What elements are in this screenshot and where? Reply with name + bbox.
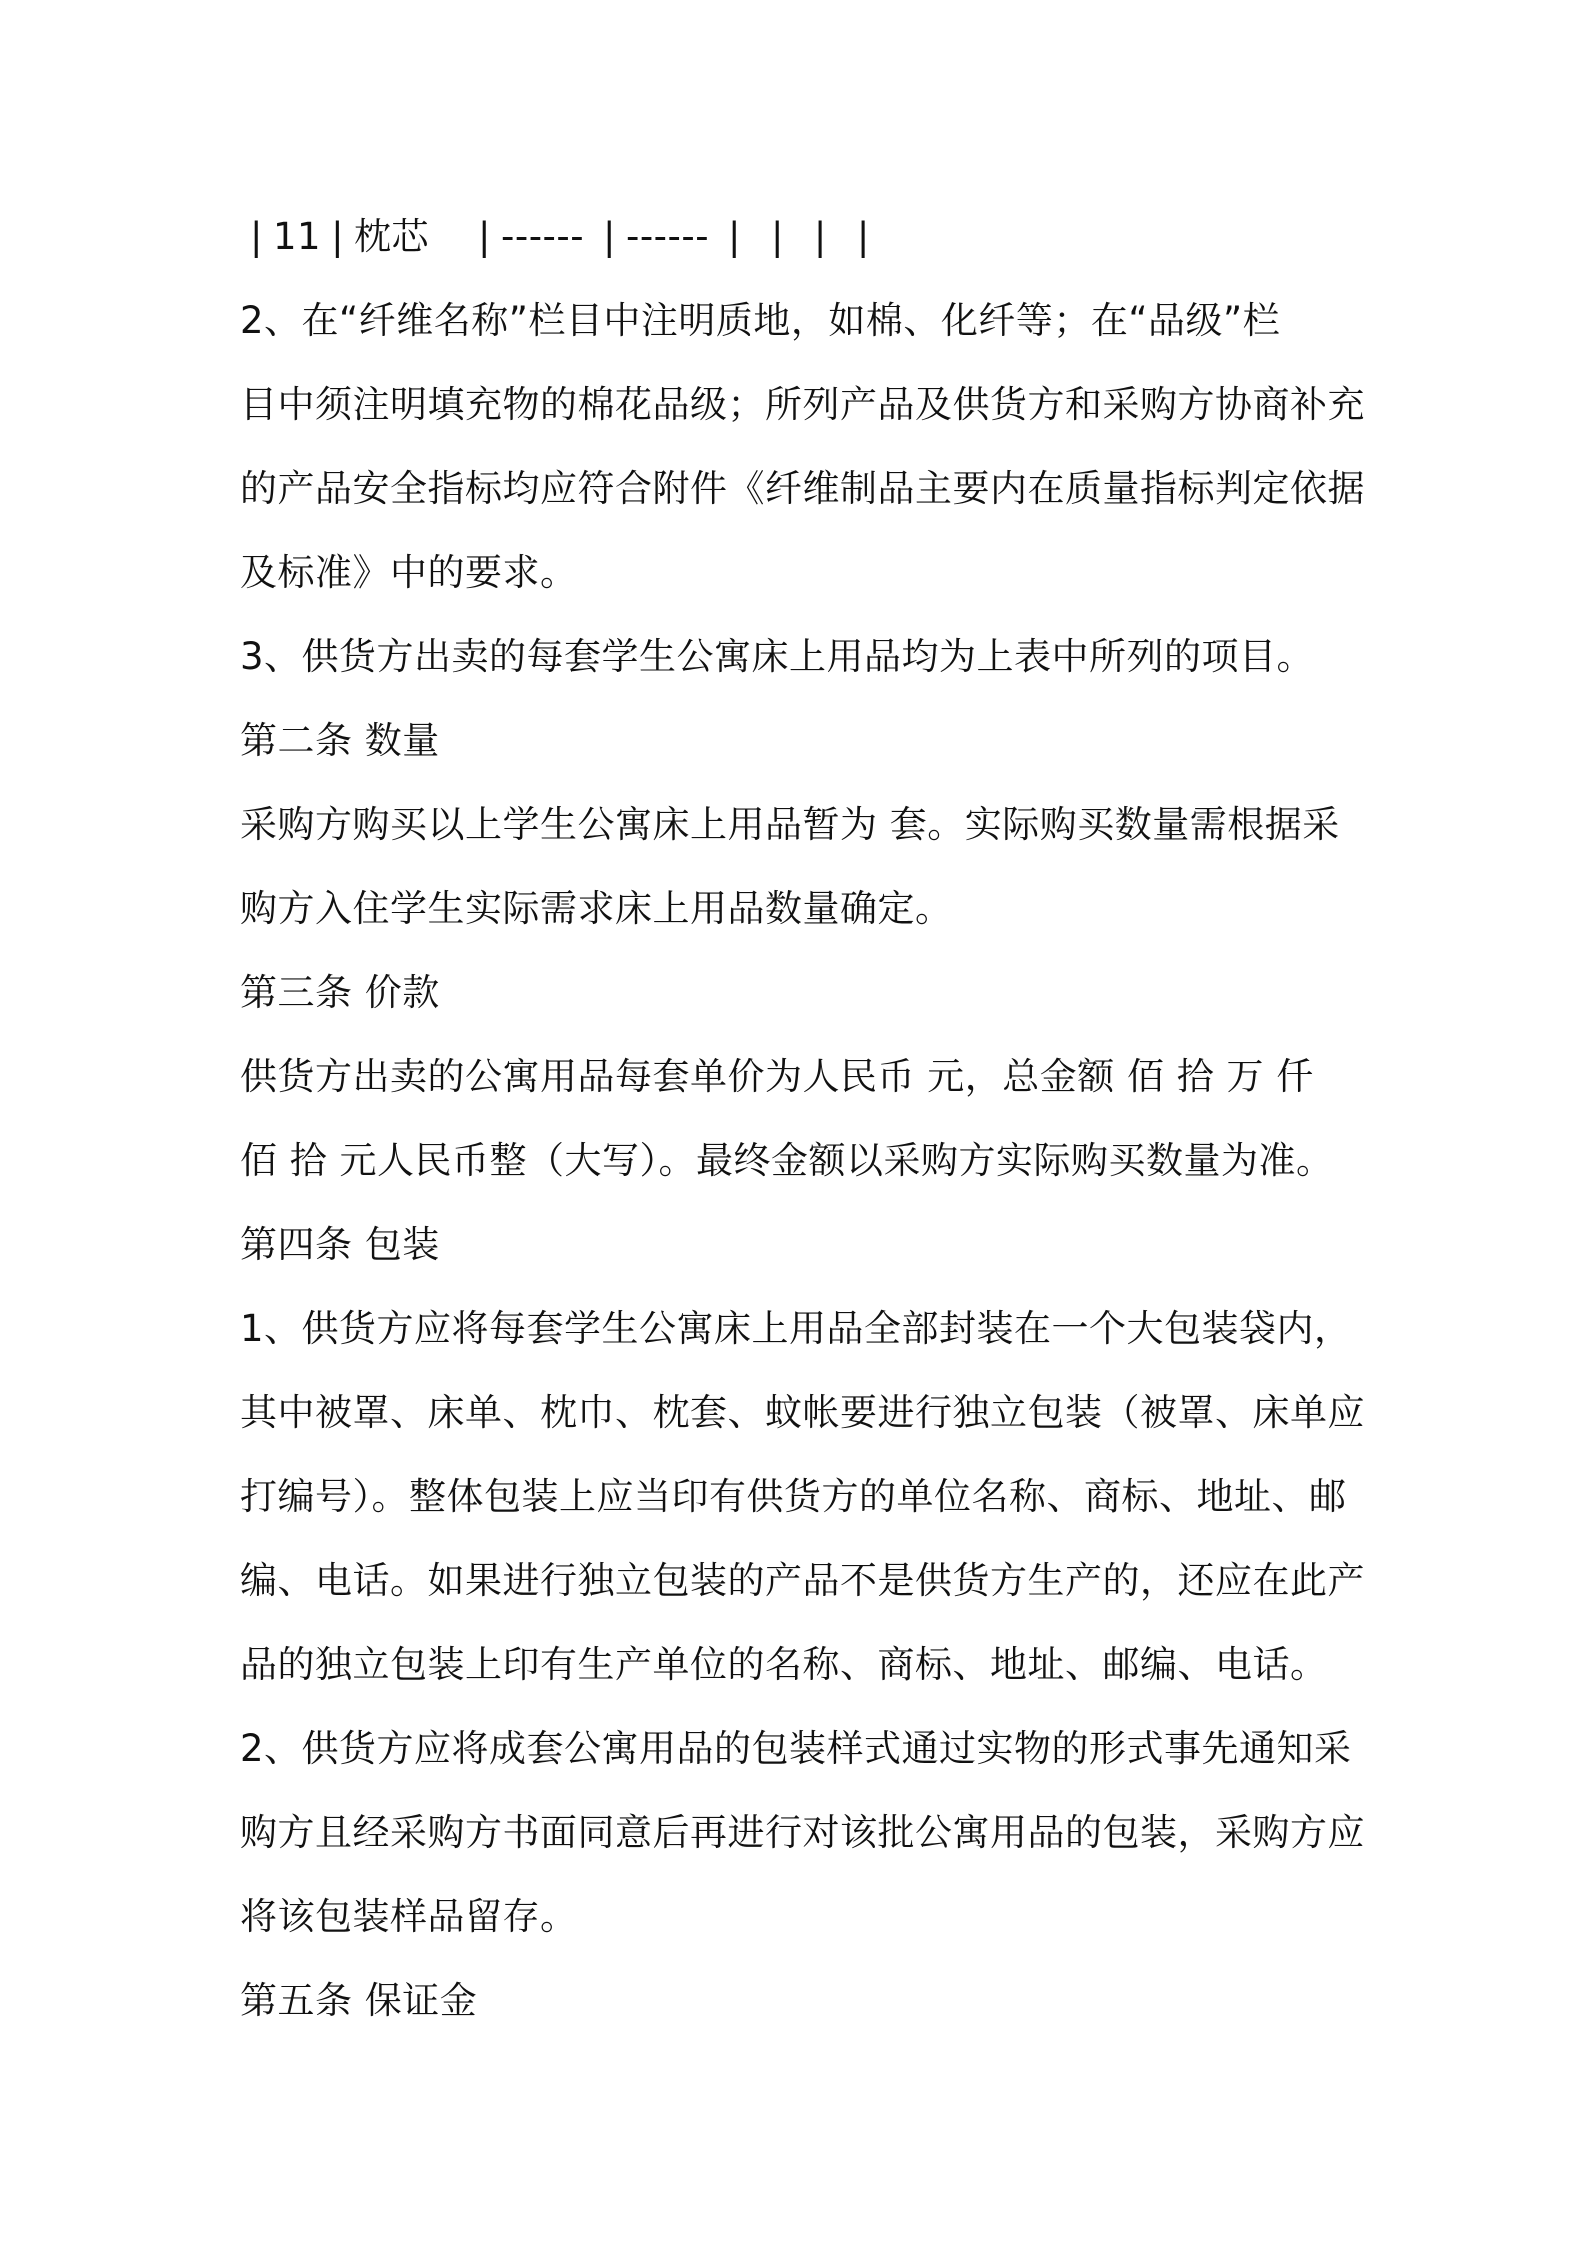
section-heading-packaging: 第四条 包装 <box>240 1223 440 1266</box>
paragraph-line: 2、在“纤维名称”栏目中注明质地，如棉、化纤等；在“品级”栏 <box>240 299 1281 342</box>
paragraph-line: 佰 拾 元人民币整（大写）。最终金额以采购方实际购买数量为准。 <box>240 1139 1334 1182</box>
paragraph-line: 3、供货方出卖的每套学生公寓床上用品均为上表中所列的项目。 <box>240 635 1315 678</box>
table-separator: | <box>856 215 870 258</box>
paragraph-line: 的产品安全指标均应符合附件《纤维制品主要内在质量指标判定依据 <box>240 467 1365 510</box>
table-row <box>240 195 1362 279</box>
paragraph-line: 购方且经采购方书面同意后再进行对该批公寓用品的包装，采购方应 <box>240 1811 1365 1854</box>
paragraph-line: 打编号）。整体包装上应当印有供货方的单位名称、商标、地址、邮 <box>240 1475 1347 1518</box>
table-separator: | <box>770 215 784 258</box>
table-separator: | <box>250 215 263 258</box>
paragraph-line: 2、供货方应将成套公寓用品的包装样式通过实物的形式事先通知采 <box>240 1727 1352 1770</box>
paragraph-line: 编、电话。如果进行独立包装的产品不是供货方生产的，还应在此产 <box>240 1559 1365 1602</box>
table-cell-number: 11 <box>272 215 322 258</box>
section-heading-deposit: 第五条 保证金 <box>240 1979 478 2022</box>
table-cell-placeholder: ------ <box>625 215 710 258</box>
table-separator: | <box>478 215 491 258</box>
section-heading-price: 第三条 价款 <box>240 971 440 1014</box>
table-cell-item-name: 枕芯 <box>354 215 430 258</box>
paragraph-line: 采购方购买以上学生公寓床上用品暂为 套。实际购买数量需根据采 <box>240 803 1340 846</box>
paragraph-line: 及标准》中的要求。 <box>240 551 578 594</box>
table-cell-placeholder: ------ <box>501 215 585 258</box>
paragraph-line: 购方入住学生实际需求床上用品数量确定。 <box>240 887 953 930</box>
paragraph-line: 品的独立包装上印有生产单位的名称、商标、地址、邮编、电话。 <box>240 1643 1328 1686</box>
table-separator: | <box>331 215 345 258</box>
table-separator: | <box>813 215 827 258</box>
paragraph-line: 其中被罩、床单、枕巾、枕套、蚊帐要进行独立包装（被罩、床单应 <box>240 1391 1365 1434</box>
paragraph-line: 将该包装样品留存。 <box>240 1895 578 1938</box>
paragraph-line: 目中须注明填充物的棉花品级；所列产品及供货方和采购方协商补充 <box>240 383 1365 426</box>
paragraph-line: 供货方出卖的公寓用品每套单价为人民币 元，总金额 佰 拾 万 仟 <box>240 1055 1314 1098</box>
table-separator: | <box>603 215 616 258</box>
document-body <box>240 195 1365 2043</box>
section-heading-quantity: 第二条 数量 <box>240 719 440 762</box>
table-separator: | <box>727 215 741 258</box>
paragraph-line: 1、供货方应将每套学生公寓床上用品全部封装在一个大包装袋内， <box>240 1307 1352 1350</box>
